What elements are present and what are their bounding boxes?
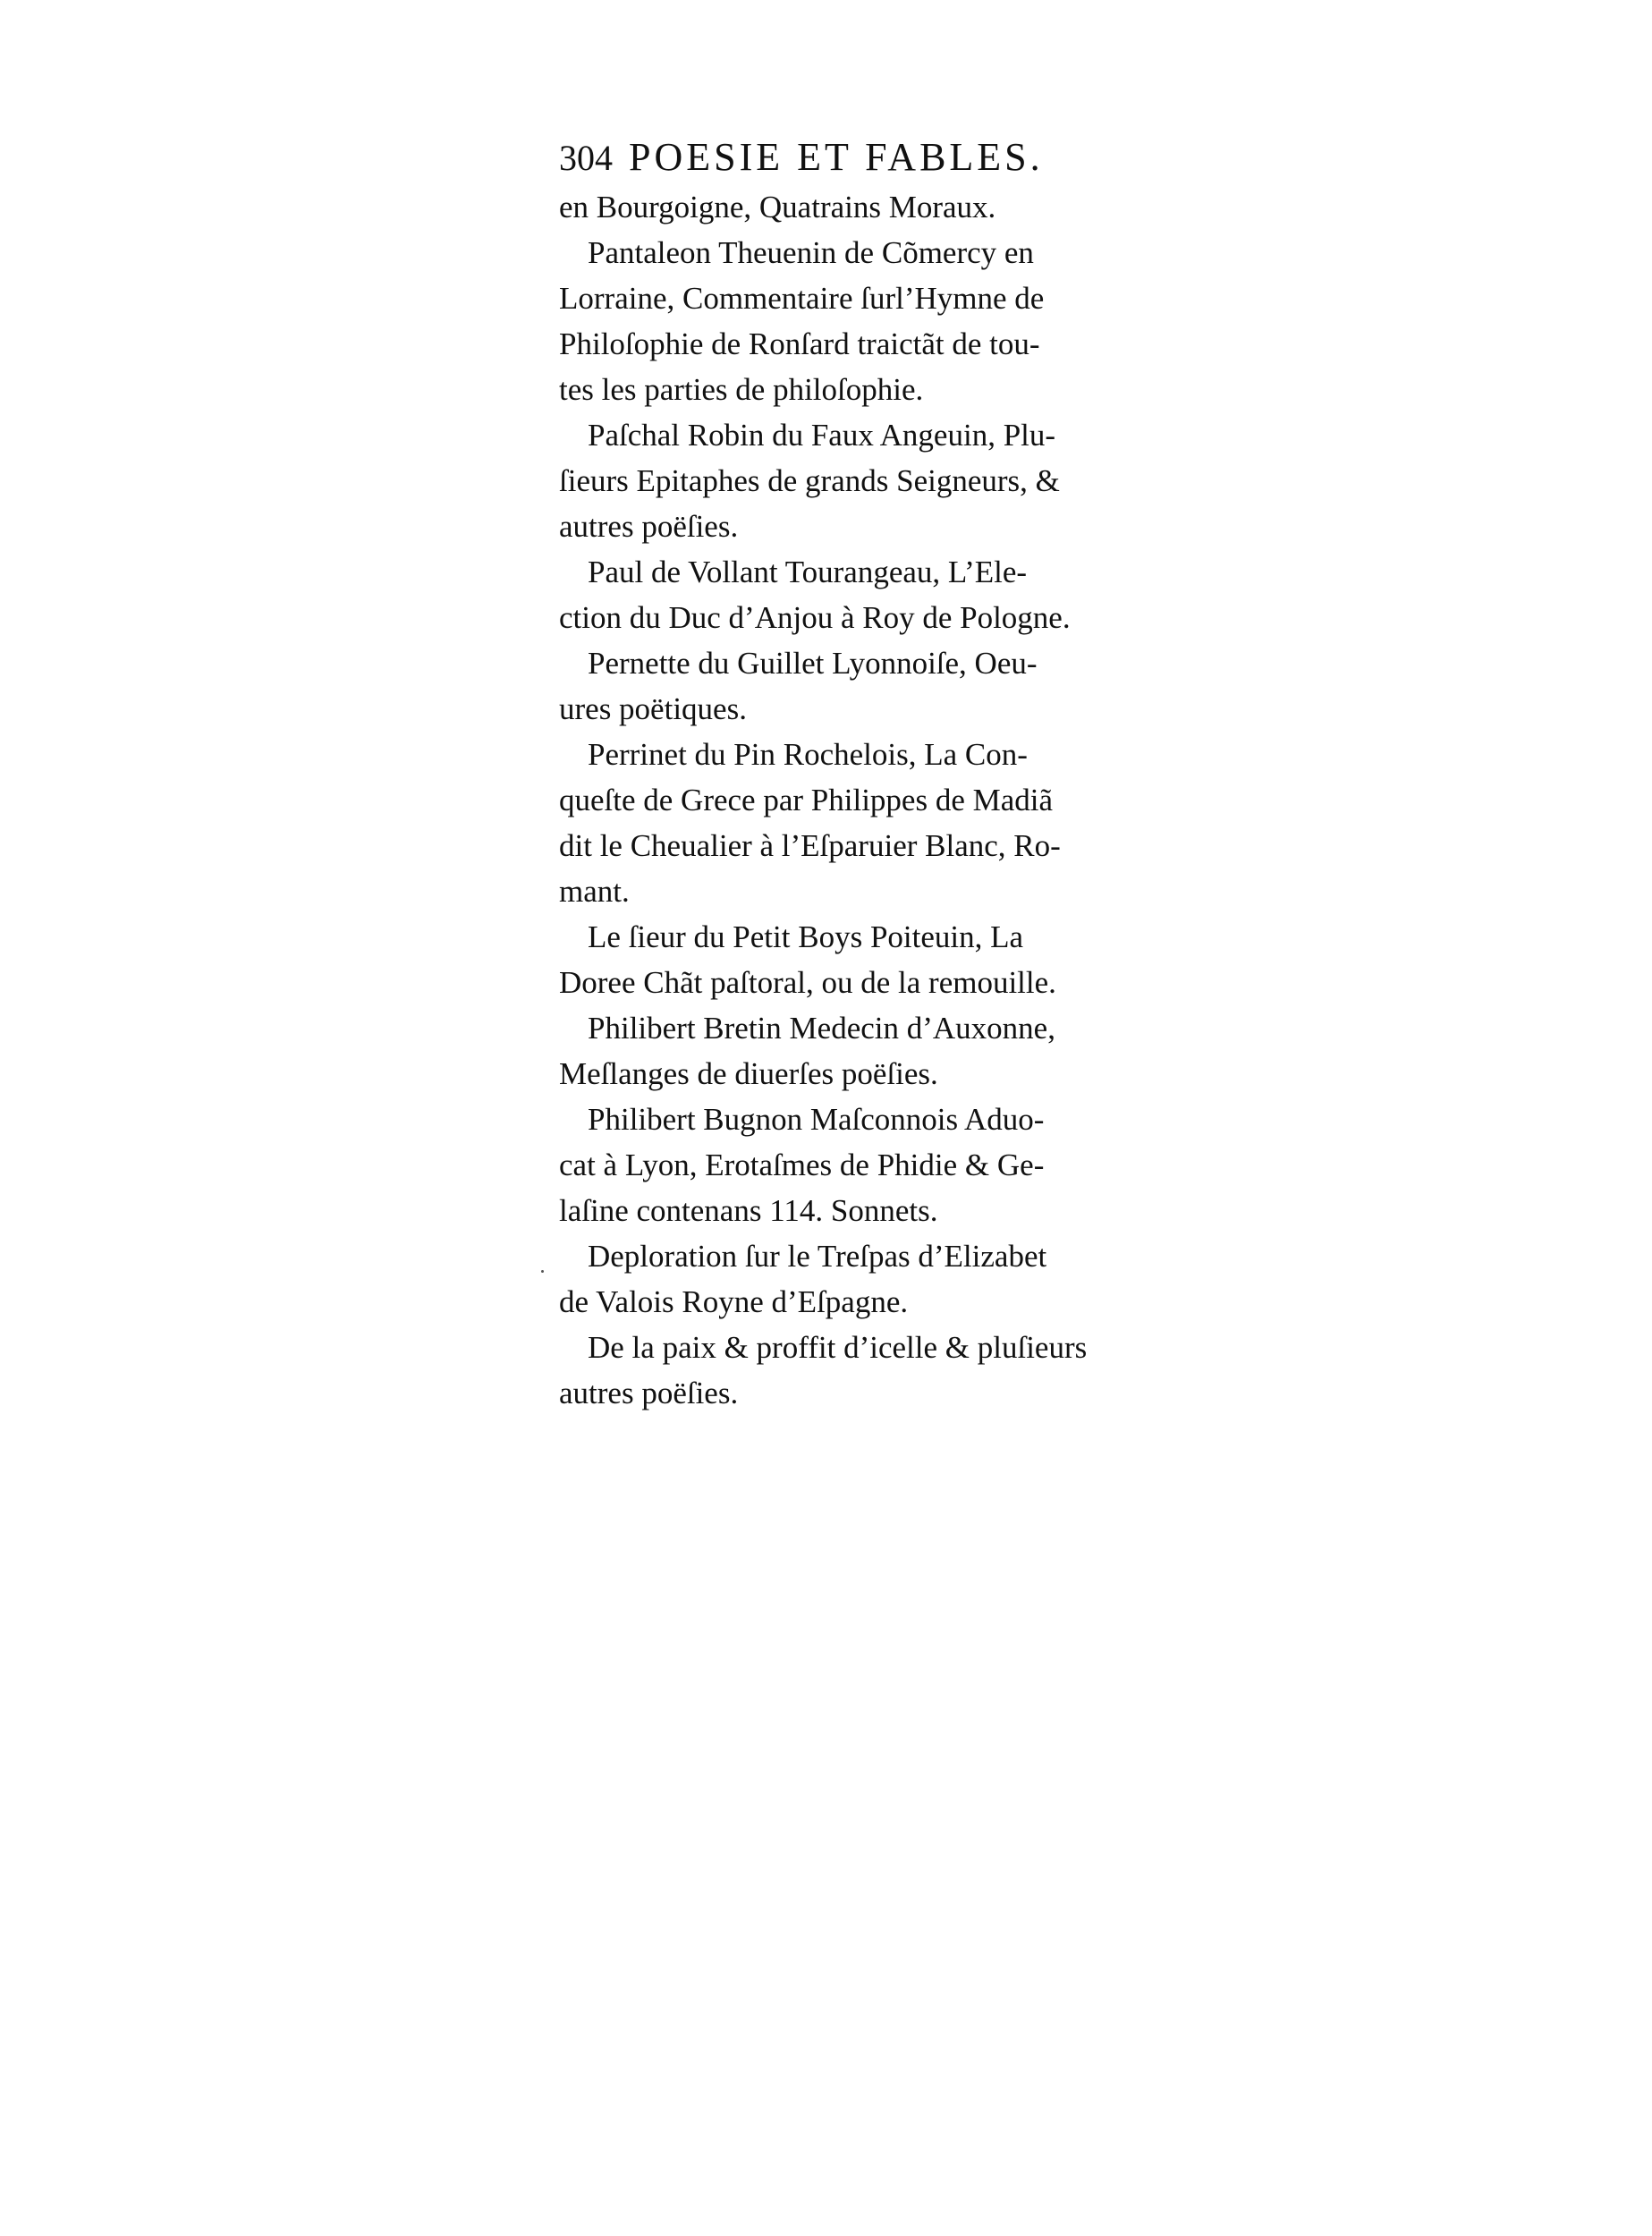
text-line: Pernette du Guillet Lyonnoiſe, Oeu-	[588, 646, 1038, 681]
text-line: ures poëtiques.	[559, 691, 747, 726]
text-block	[559, 134, 1149, 1416]
text-line: Lorraine, Commentaire ſurl’Hymne de	[559, 281, 1045, 316]
running-head	[559, 134, 1149, 184]
text-line: en Bourgoigne, Quatrains Moraux.	[559, 190, 996, 224]
text-line: autres poëſies.	[559, 1376, 739, 1410]
text-line: Pantaleon Theuenin de Cõmercy en	[588, 235, 1034, 270]
text-line: tes les parties de philoſophie.	[559, 372, 924, 407]
text-line: laſine contenans 114. Sonnets.	[559, 1193, 938, 1228]
ink-speck	[541, 1270, 544, 1273]
text-line: Doree Chãt paſtoral, ou de la remouille.	[559, 965, 1056, 1000]
text-line: Deploration ſur le Treſpas d’Elizabet	[588, 1239, 1047, 1274]
text-line: de Valois Royne d’Eſpagne.	[559, 1284, 909, 1319]
text-line: Philoſophie de Ronſard traictãt de tou-	[559, 326, 1040, 361]
running-title: POESIE ET FABLES.	[629, 135, 1044, 179]
text-line: Paſchal Robin du Faux Angeuin, Plu-	[588, 418, 1056, 453]
text-line: Paul de Vollant Tourangeau, L’Ele-	[588, 555, 1028, 589]
text-line: Le ſieur du Petit Boys Poiteuin, La	[588, 919, 1024, 954]
text-line: Meſlanges de diuerſes poëſies.	[559, 1056, 938, 1091]
text-line: autres poëſies.	[559, 509, 739, 544]
text-line: queſte de Grece par Philippes de Madiã	[559, 783, 1054, 817]
text-line: Philibert Bretin Medecin d’Auxonne,	[588, 1011, 1055, 1046]
text-line: De la paix & proffit d’icelle & pluſieurs	[588, 1330, 1088, 1365]
text-line: ſieurs Epitaphes de grands Seigneurs, &	[559, 463, 1060, 498]
text-line: Philibert Bugnon Maſconnois Aduo-	[588, 1102, 1045, 1137]
text-line: dit le Cheualier à l’Eſparuier Blanc, Ro-	[559, 828, 1061, 863]
text-line: cat à Lyon, Erotaſmes de Phidie & Ge-	[559, 1148, 1045, 1182]
body-text	[559, 184, 1149, 1416]
text-line: Perrinet du Pin Rochelois, La Con-	[588, 737, 1028, 772]
page-number: 304	[559, 138, 613, 178]
text-line: ction du Duc d’Anjou à Roy de Pologne.	[559, 600, 1071, 635]
text-line: mant.	[559, 874, 630, 909]
